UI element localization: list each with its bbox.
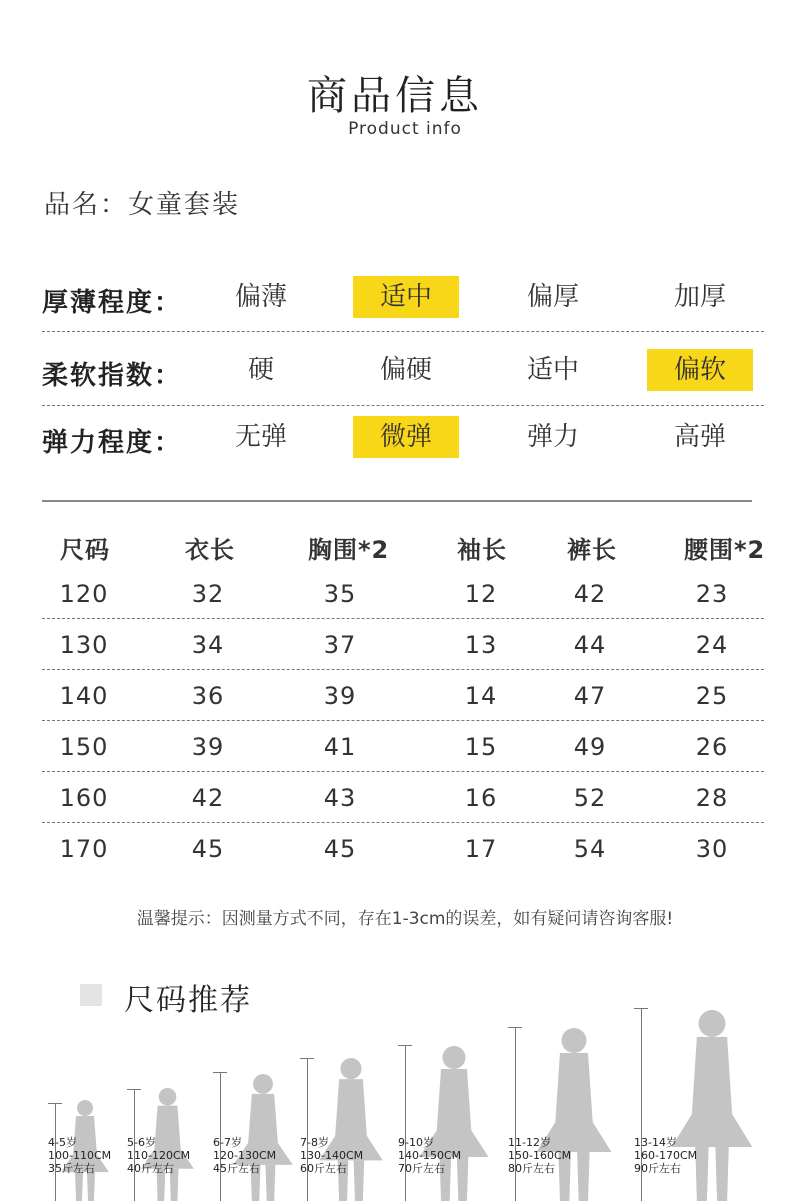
attr-option: 适中 [353,276,459,318]
child-silhouette-icon [318,1056,384,1201]
recommend-age: 9-10岁 [398,1136,434,1149]
row-divider [42,822,764,823]
attr-label-thickness: 厚薄程度： [42,288,183,318]
recommend-height: 140-150CM [398,1149,462,1162]
section-marker [80,984,102,1006]
row-divider [42,771,764,772]
table-cell: 25 [695,682,729,710]
table-cell: 140 [59,682,109,710]
height-ruler [405,1045,406,1201]
recommend-age: 11-12岁 [508,1136,551,1149]
attr-option: 偏薄 [234,282,287,312]
table-cell: 30 [695,835,729,863]
height-ruler-tick [127,1089,141,1090]
attr-option: 加厚 [673,282,726,312]
table-cell: 130 [59,631,109,659]
recommend-weight: 90斤左右 [634,1162,681,1175]
table-header: 袖长 [457,536,507,564]
recommend-height: 110-120CM [127,1149,191,1162]
recommend-weight: 60斤左右 [300,1162,347,1175]
table-cell: 36 [191,682,225,710]
row-divider [42,669,764,670]
table-header: 尺码 [60,536,110,564]
table-cell: 34 [191,631,225,659]
recommend-age: 5-6岁 [127,1136,156,1149]
table-cell: 37 [323,631,357,659]
table-header: 胸围*2 [308,536,390,564]
table-cell: 47 [573,682,607,710]
recommend-weight: 45斤左右 [213,1162,260,1175]
table-cell: 160 [59,784,109,812]
height-ruler-tick [398,1045,412,1046]
attr-option: 硬 [247,355,274,385]
recommend-weight: 35斤左右 [48,1162,95,1175]
table-cell: 150 [59,733,109,761]
measurement-note: 温馨提示：因测量方式不同，存在1-3cm的误差，如有疑问请咨询客服! [136,909,674,929]
height-ruler-tick [508,1027,522,1028]
height-ruler-tick [300,1058,314,1059]
table-cell: 45 [191,835,225,863]
table-cell: 120 [59,580,109,608]
table-cell: 54 [573,835,607,863]
attr-option: 偏硬 [379,355,432,385]
attr-label-softness: 柔软指数： [42,361,183,391]
table-cell: 44 [573,631,607,659]
table-cell: 26 [695,733,729,761]
table-header: 腰围*2 [684,536,766,564]
recommend-age: 6-7岁 [213,1136,242,1149]
table-cell: 42 [573,580,607,608]
table-cell: 15 [464,733,498,761]
attr-option: 弹力 [526,422,579,452]
table-cell: 39 [323,682,357,710]
attr-option: 偏软 [647,349,753,391]
table-cell: 23 [695,580,729,608]
table-cell: 39 [191,733,225,761]
recommend-height: 130-140CM [300,1149,364,1162]
table-cell: 28 [695,784,729,812]
attr-option: 适中 [526,355,579,385]
table-cell: 32 [191,580,225,608]
table-cell: 16 [464,784,498,812]
recommend-weight: 70斤左右 [398,1162,445,1175]
height-ruler [307,1058,308,1201]
table-cell: 41 [323,733,357,761]
row-divider [42,618,764,619]
table-cell: 24 [695,631,729,659]
recommend-age: 7-8岁 [300,1136,329,1149]
recommend-age: 13-14岁 [634,1136,677,1149]
table-header: 衣长 [185,536,235,564]
child-silhouette-icon [418,1044,490,1201]
recommend-weight: 40斤左右 [127,1162,174,1175]
section-divider [42,500,752,502]
attr-option: 微弹 [353,416,459,458]
table-cell: 12 [464,580,498,608]
recommend-height: 160-170CM [634,1149,698,1162]
height-ruler-tick [634,1008,648,1009]
recommend-height: 150-160CM [508,1149,572,1162]
table-cell: 35 [323,580,357,608]
table-header: 裤长 [567,536,617,564]
recommend-weight: 80斤左右 [508,1162,555,1175]
table-cell: 13 [464,631,498,659]
recommend-age: 4-5岁 [48,1136,77,1149]
divider [42,331,764,332]
table-cell: 52 [573,784,607,812]
row-divider [42,720,764,721]
page-title: 商品信息 [307,73,483,119]
attr-option: 高弹 [673,422,726,452]
table-cell: 43 [323,784,357,812]
table-cell: 17 [464,835,498,863]
table-cell: 14 [464,682,498,710]
table-cell: 170 [59,835,109,863]
product-name: 品名：女童套装 [44,190,241,220]
recommend-title: 尺码推荐 [124,983,252,1018]
height-ruler-tick [213,1072,227,1073]
table-cell: 49 [573,733,607,761]
attr-label-elasticity: 弹力程度： [42,428,183,458]
attr-option: 偏厚 [526,282,579,312]
page-subtitle: Product info [348,119,462,139]
child-silhouette-icon [670,1008,754,1201]
recommend-height: 120-130CM [213,1149,277,1162]
attr-option: 无弹 [234,422,287,452]
table-cell: 42 [191,784,225,812]
table-cell: 45 [323,835,357,863]
recommend-height: 100-110CM [48,1149,112,1162]
divider [42,405,764,406]
